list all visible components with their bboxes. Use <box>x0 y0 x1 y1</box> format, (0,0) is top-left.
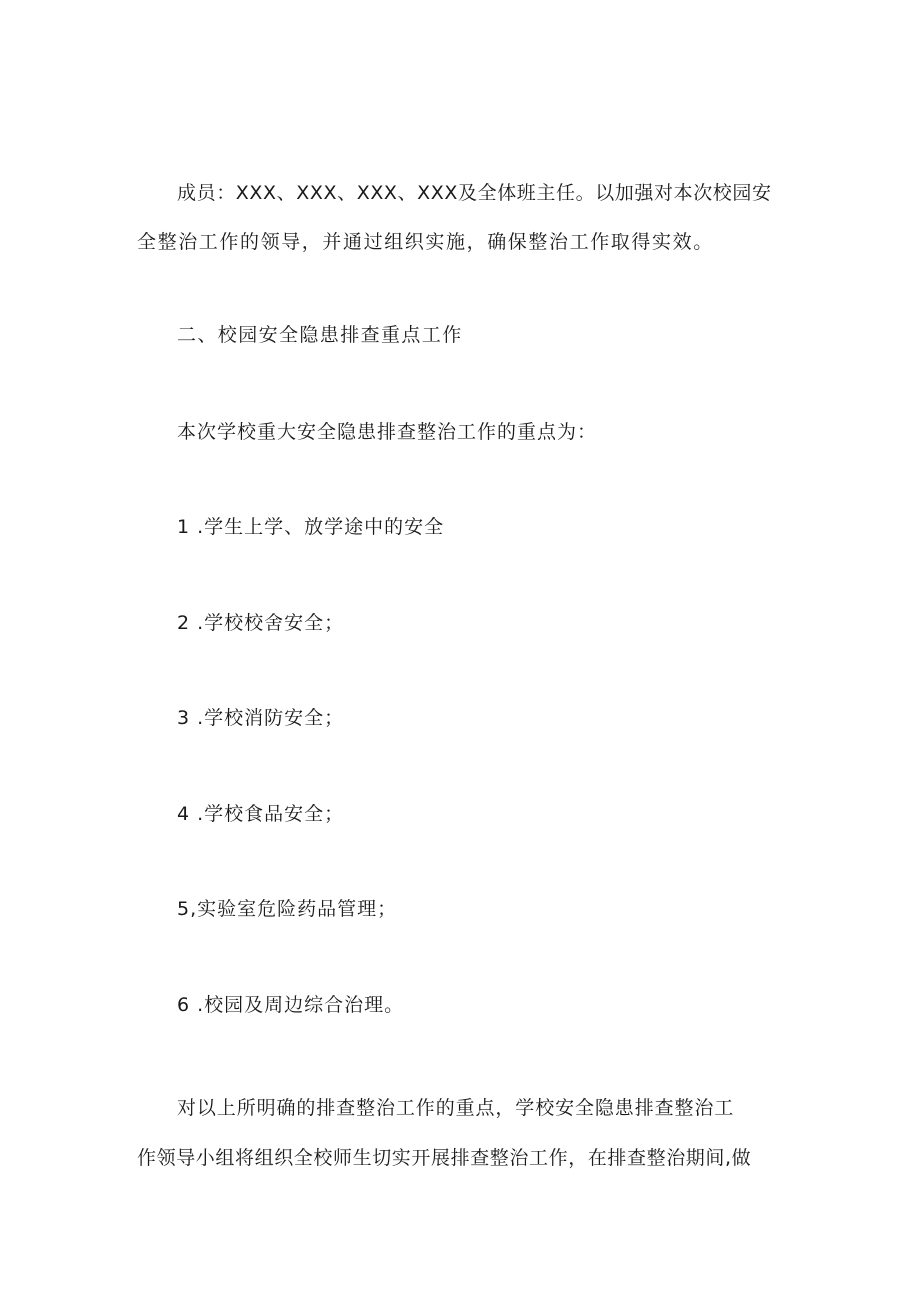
list-item: 3 .学校消防安全； <box>177 707 345 729</box>
members-paragraph-line-1: 成员：XXX、XXX、XXX、XXX及全体班主任。以加强对本次校园安 <box>177 182 772 204</box>
list-item: 1 .学生上学、放学途中的安全 <box>177 516 445 538</box>
list-item: 2 .学校校舍安全； <box>177 612 345 634</box>
closing-paragraph-line-1: 对以上所明确的排查整治工作的重点，学校安全隐患排查整治工 <box>177 1097 735 1119</box>
list-item: 4 .学校食品安全； <box>177 803 345 825</box>
closing-paragraph-line-2: 作领导小组将组织全校师生切实开展排查整治工作，在排查整治期间,做 <box>137 1147 752 1169</box>
list-item: 6 .校园及周边综合治理。 <box>177 994 405 1016</box>
intro-paragraph: 本次学校重大安全隐患排查整治工作的重点为： <box>177 421 598 443</box>
members-paragraph-line-2: 全整治工作的领导，并通过组织实施，确保整治工作取得实效。 <box>137 231 714 253</box>
section-heading: 二、校园安全隐患排查重点工作 <box>177 324 463 346</box>
list-item: 5,实验室危险药品管理； <box>177 898 398 920</box>
